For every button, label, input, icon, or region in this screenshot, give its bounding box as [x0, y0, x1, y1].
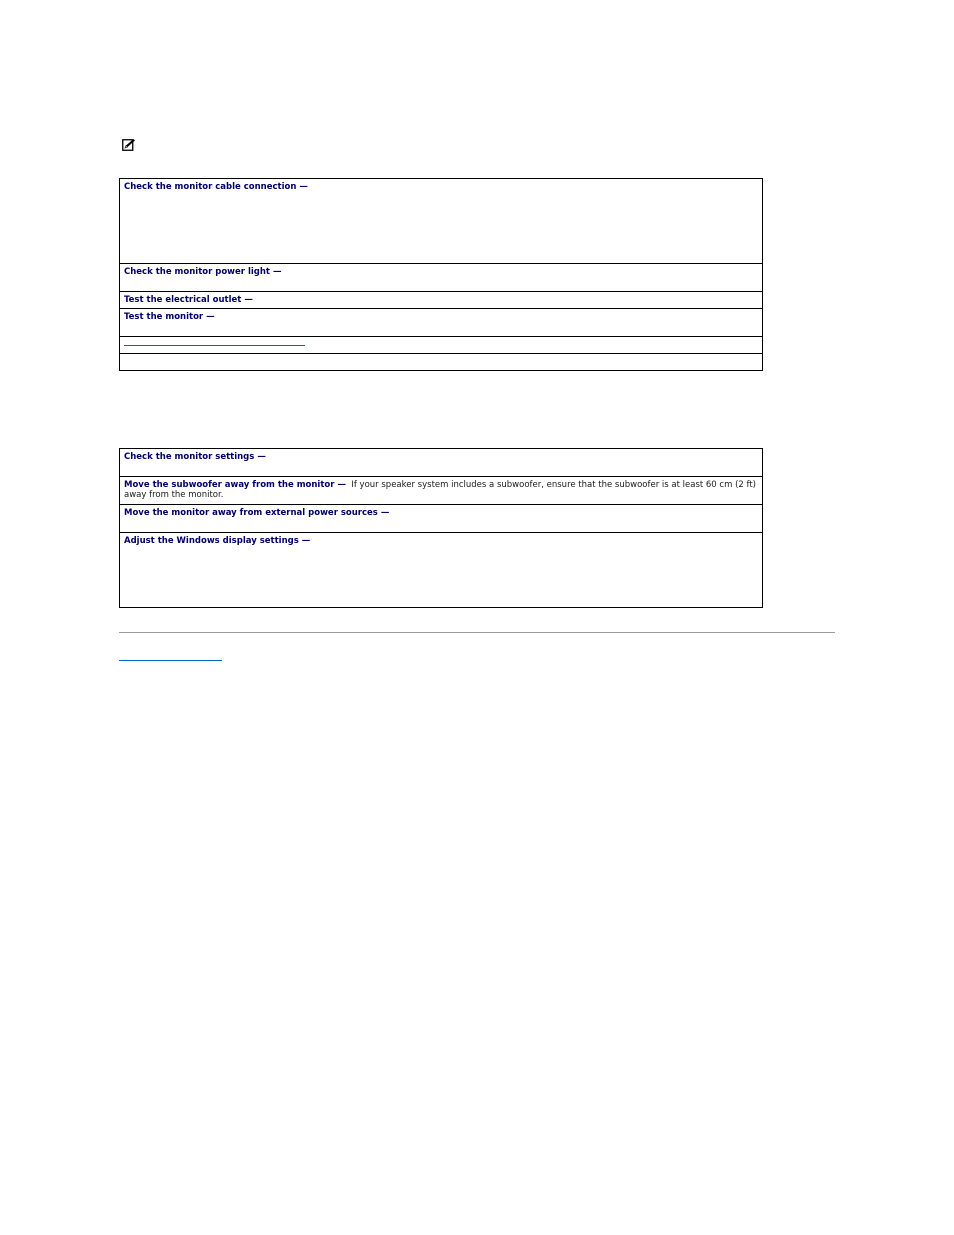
horizontal-rule	[119, 632, 835, 633]
table-row	[120, 337, 763, 354]
table-cell	[120, 505, 763, 533]
table-row	[120, 505, 763, 533]
em-dash: —	[244, 295, 253, 305]
table-row	[120, 354, 763, 371]
table-cell	[120, 449, 763, 477]
table-row	[120, 179, 763, 264]
monitor-troubleshooting-table	[119, 178, 763, 371]
em-dash: —	[206, 312, 215, 322]
row-text: If your speaker system includes a subwoofer, ensure that the subwoofer is at least 60 cm (2 ft) away from the monitor.	[124, 480, 756, 500]
table-cell	[120, 477, 763, 505]
table-cell	[120, 292, 763, 309]
table-cell	[120, 337, 763, 354]
table-row	[120, 292, 763, 309]
back-to-contents-link[interactable]	[119, 660, 222, 661]
note-pencil-icon	[122, 138, 136, 151]
table-row	[120, 264, 763, 292]
row-label: Test the monitor	[124, 312, 204, 322]
em-dash: —	[380, 508, 390, 518]
row-label: Check the monitor settings	[124, 452, 255, 462]
row-label: Adjust the Windows display settings	[124, 536, 299, 546]
table-row	[120, 309, 763, 337]
em-dash: —	[301, 536, 311, 546]
em-dash: —	[337, 480, 346, 490]
row-label: Check the monitor cable connection	[124, 182, 297, 192]
table-cell	[120, 179, 763, 264]
row-label: Move the monitor away from external power sources	[124, 508, 378, 518]
table-cell	[120, 354, 763, 371]
table-row	[120, 533, 763, 608]
monitor-display-table	[119, 448, 763, 608]
em-dash: —	[299, 182, 308, 192]
em-dash: —	[257, 452, 266, 462]
table-row	[120, 477, 763, 505]
table-cell	[120, 264, 763, 292]
row-label: Move the subwoofer away from the monitor	[124, 480, 335, 490]
row-label: Check the monitor power light	[124, 267, 270, 277]
link-underline[interactable]	[124, 345, 305, 346]
table-row	[120, 449, 763, 477]
table-cell	[120, 309, 763, 337]
row-label: Test the electrical outlet	[124, 295, 242, 305]
em-dash: —	[272, 267, 282, 277]
table-cell	[120, 533, 763, 608]
